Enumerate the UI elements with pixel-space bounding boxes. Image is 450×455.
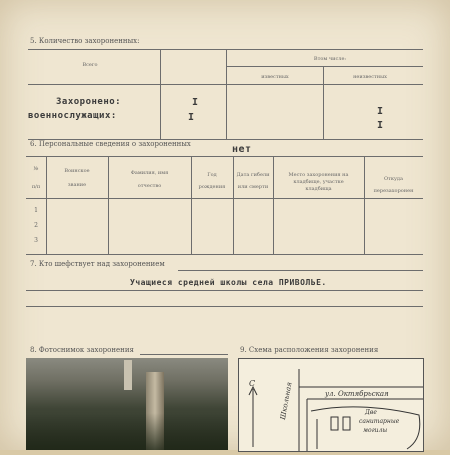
section8-underline	[140, 354, 228, 355]
hdr-place: Место захоронения на	[288, 172, 349, 178]
sketch-note-2: санитарные	[359, 418, 400, 425]
hdr-from-sub: перезахоронен	[373, 188, 414, 194]
hdr-death-sub: или смерти	[237, 184, 269, 190]
hdr-name-sub: отчество	[137, 183, 162, 189]
table6-col-line-3	[191, 156, 192, 254]
table6-col-line-5	[273, 156, 274, 254]
north-marker: С	[249, 379, 256, 388]
hdr-name: Фамилия, имя	[130, 170, 169, 176]
col-including: Втом числе:	[313, 56, 347, 62]
row-num-3: 3	[34, 237, 38, 244]
section-8-title: 8. Фотоснимок захоронения	[30, 346, 134, 354]
col-unknown: неизвестных	[353, 74, 387, 80]
street-oktyabrskaya: ул. Октябрьская	[325, 390, 389, 398]
table5-divider-3	[323, 66, 324, 139]
unknown-military-value: I	[377, 120, 384, 131]
section7-underline-1	[178, 270, 423, 271]
photo-grass	[26, 413, 228, 450]
section-9-title: 9. Схема расположения захоронения	[240, 346, 379, 354]
sketch-note-3: могилы	[363, 427, 388, 434]
hdr-place-3: кладбища	[305, 186, 332, 192]
sketch-drawing	[239, 359, 423, 451]
hdr-year-sub: рождения	[198, 184, 226, 190]
section-6-title: 6. Персональные сведения о захороненных	[30, 140, 191, 148]
table6-col-line-6	[364, 156, 365, 254]
hdr-year: Год	[207, 172, 217, 178]
section-7-title: 7. Кто шефствует над захоронением	[30, 260, 165, 268]
hdr-num: №	[33, 166, 39, 172]
col-known: известных	[261, 74, 289, 80]
section7-underline-3	[26, 306, 423, 307]
section7-underline-2	[26, 290, 423, 291]
col-total: Всего	[82, 62, 98, 68]
hdr-rank-sub: звание	[67, 182, 87, 188]
row-num-2: 2	[34, 222, 38, 229]
table5-sub-border	[226, 66, 423, 67]
sketch-note-1: Две	[365, 409, 377, 416]
grave-photo	[26, 358, 228, 450]
hdr-place-2: кладбище, участке	[293, 179, 344, 185]
section-5-title: 5. Количество захороненных:	[30, 37, 140, 45]
table5-divider-1	[160, 49, 161, 139]
table6-col-line-4	[233, 156, 234, 254]
hdr-death: Дата гибели	[236, 172, 270, 178]
row-buried-label: Захоронено:	[56, 97, 122, 107]
table5-header-border	[28, 84, 423, 85]
hdr-rank: Воинское	[64, 168, 90, 174]
row-military-label: военнослужащих:	[28, 111, 117, 121]
row-num-1: 1	[34, 207, 38, 214]
street-shkolnaya: Школьная	[279, 381, 294, 421]
total-military-value: I	[188, 112, 195, 123]
location-sketch	[238, 358, 424, 452]
total-buried-value: I	[192, 97, 199, 108]
hdr-from: Откуда	[384, 176, 403, 182]
table5-divider-2	[226, 49, 227, 139]
hdr-num-sub: п/п	[31, 184, 41, 190]
no-data-stamp: нет	[232, 144, 252, 155]
table6-bottom-border	[26, 254, 423, 255]
caretaker-value: Учащиеся средней школы села ПРИВОЛЬЕ.	[130, 278, 327, 287]
unknown-buried-value: I	[377, 106, 384, 117]
photo-fence-post-far	[124, 360, 132, 390]
